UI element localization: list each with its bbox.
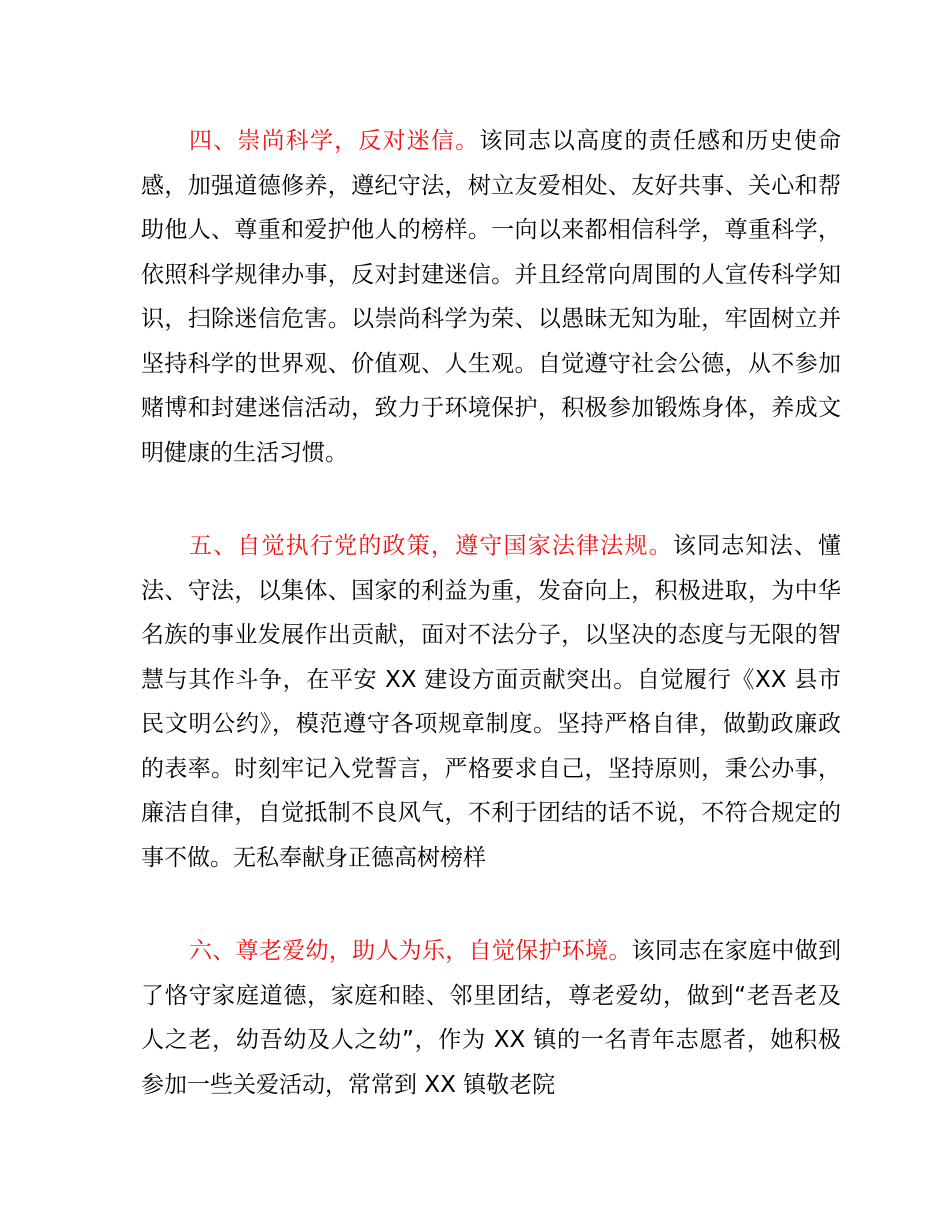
section-heading: 四、崇尚科学，反对迷信。 — [189, 128, 480, 154]
paragraph-body: 该同志以高度的责任感和历史使命感，加强道德修养，遵纪守法，树立友爱相处、友好共事、关心和帮助他人、尊重和爱护他人的榜样。一向以来都相信科学，尊重科学，依照科学规律办事，反对封建迷信。并且经常向周围的人宣传科学知识，扫除迷信危害。以崇尚科学为荣、以愚昧无知为耻，牢固树立并坚持科学的世界观、价值观、人生观。自觉遵守社会公德，从不参加赌博和封建迷信活动，致力于环境保护，积极参加锻炼身体，养成文明健康的生活习惯。 — [141, 128, 842, 466]
section-heading: 五、自觉执行党的政策，遵守国家法律法规。 — [189, 533, 673, 559]
paragraph-section-four — [141, 119, 841, 475]
paragraph-body: 该同志在家庭中做到了恪守家庭道德，家庭和睦、邻里团结，尊老爱幼，做到“老吾老及人之老，幼吾幼及人之幼”，作为 XX 镇的一名青年志愿者，她积极参加一些关爱活动，常常到 XX 镇敬老院 — [141, 938, 842, 1098]
paragraph-section-five — [141, 524, 841, 880]
paragraph-body: 该同志知法、懂法、守法，以集体、国家的利益为重，发奋向上，积极进取，为中华名族的事业发展作出贡献，面对不法分子，以坚决的态度与无限的智慧与其作斗争，在平安 XX 建设方面贡献突出。自觉履行《XX 县市民文明公约》，模范遵守各项规章制度。坚持严格自律，做勤政廉政的表率。时刻牢记入党誓言，严格要求自己，坚持原则，秉公办事，廉洁自律，自觉抵制不良风气，不利于团结的话不说，不符合规定的事不做。无私奉献身正德高树榜样 — [141, 533, 842, 871]
section-heading: 六、尊老爱幼，助人为乐，自觉保护环境。 — [189, 938, 632, 964]
paragraph-section-six — [141, 929, 841, 1107]
